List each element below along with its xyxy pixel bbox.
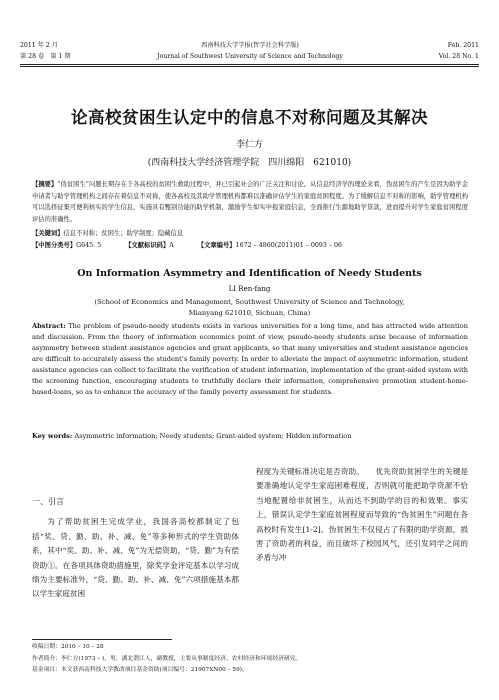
clc-label: 【中图分类号】: [32, 242, 77, 249]
abstract-cn-text: “伪贫困生”问题长期存在于各高校的贫困生救助过程中，并已引起社会的广泛关注和讨论。从信息经济学的理论来看，伪贫困生的产生是因为助学金申请者与助学管理机构之间存在着信息不对称，使各高校及其助学管理机构都难以准确评估学生的家庭贫困程度。为了缓解信息不对称的影响，助学管理机构可以选择征集可便利核实的学生信息，实施具有甄别功能的助学机制，激励学生如实申报家庭信息，全面推行生源地助学贷款，进而提升对学生家庭贫困程度评估的准确性。: [32, 181, 469, 223]
english-affiliation-line-2: Mianyang 621010, Sichuan, China): [188, 309, 311, 317]
footnote-funding: 基金项目：本文获西南科技大学教改项目基金资助(项目编号：21907XN00 – 59)。: [32, 667, 248, 673]
english-keywords-text: Asymmetric information; Needy students; Grant-aided system; Hidden information: [72, 432, 352, 440]
footnote-received-date: 收稿日期：2010 – 10 – 28: [32, 644, 104, 650]
english-abstract: [32, 321, 468, 398]
english-author: LI Ren-fang: [228, 285, 271, 293]
article-author: 李仁方: [235, 140, 263, 150]
running-header: [0, 0, 499, 70]
doc-code-label: 【文献标识码】: [125, 242, 170, 249]
header-center: [150, 40, 350, 62]
issue-date-en: Feb. 2011: [447, 42, 479, 49]
doc-code-value: A: [169, 242, 174, 249]
english-affiliation: [0, 297, 499, 319]
english-abstract-text: The problem of pseudo-needy students exists in various universities for a long time, and has attracted wide attention and discussion. From the theory of information economics point of view, pseudo-needy students arise because of information asymmetry between student assistance agencies and grant applicants, so that many universities and student assistance agencies are difficult to accurately assess the student’s family poverty. In order to alleviate the impact of asymmetric information, student assistance agencies can collect to facilitate the verification of student information, implementation of the grant-aided system with the screening function, encouraging students to truthfully declare their information, comprehensive promotion student-home-based-loans, so as to enhance the accuracy of the family poverty assessment for students.: [32, 322, 468, 396]
clc-value: G645. 5: [76, 242, 102, 249]
header-rule: [20, 64, 479, 65]
keywords-cn: [32, 228, 468, 237]
journal-name-en: Journal of Southwest University of Science and Technology: [157, 53, 343, 60]
keywords-cn-label: 【关键词】: [32, 230, 64, 237]
article-title: 论高校贫困生认定中的信息不对称问题及其解决: [71, 108, 428, 127]
body-paragraph-left: 为了帮助贫困生完成学业，我国各高校都制定了包括“奖、贷、勤、助、补、减、免”等多种形式的学生资助体系，其中“奖、助、补、减、免”为无偿资助，“贷、勤”为有偿资助①。在各项具体资助措施里，除奖学金评定基本以学习成绩为主要标准外，“贷、勤、助、补、减、免”六项措施基本都以学生家庭贫困: [32, 517, 239, 599]
classification-line: [32, 240, 468, 249]
footnote-author-bio: 作者简介：李仁方(1973 – )，男，湖北潜江人，副教授，主要从事制度经济、农村经济和环境经济研究。: [32, 655, 302, 662]
footnotes: [32, 642, 472, 677]
english-abstract-label: Abstract:: [32, 322, 66, 330]
article-id-value: 1672 – 4860(2011)01 – 0093 – 06: [235, 242, 343, 249]
body-paragraph-right: 程度为关键标准决定是否资助。 优先资助贫困学生的关键是要准确地认定学生家庭困难程度，否则就可能把助学资源不恰当地配置给非贫困生，从而达不到助学的目的和效果。事实上，错误认定学生家庭贫困程度而导致的“伪贫困生”问题在各高校时有发生[1-2]。伪贫困生不仅侵占了有限的助学资源，损害了资助者的利益，而且破坏了校园风气，还引发同学之间的矛盾与冲: [256, 467, 468, 563]
section-heading-intro: 一、引言: [32, 497, 64, 506]
english-keywords-label: Key words:: [32, 432, 73, 440]
keywords-cn-text: 信息不对称；贫困生；助学制度；隐藏信息: [63, 230, 184, 237]
volume-number: 第 28 卷 第 1 期: [20, 53, 71, 60]
volume-number-en: Vol. 28 No. 1: [438, 53, 479, 60]
abstract-cn-label: 【摘要】: [32, 181, 58, 188]
body-column-right: [256, 465, 468, 566]
footnote-rule: [32, 639, 172, 640]
header-rule-thin: [20, 66, 479, 67]
author-affiliation: (西南科技大学经济管理学院 四川绵阳 621010): [147, 158, 352, 168]
body-column-left: [32, 495, 239, 602]
english-keywords: [32, 431, 468, 442]
abstract-cn: [32, 179, 468, 225]
header-right: [439, 40, 479, 62]
english-affiliation-line-1: (School of Economics and Management, Southwest University of Science and Technology,: [94, 298, 405, 306]
issue-date: 2011 年 2 月: [20, 42, 58, 49]
journal-name-cn: 西南科技大学学报(哲学社会科学版): [201, 42, 299, 49]
english-title: On Information Asymmetry and Identification of Needy Students: [77, 268, 422, 279]
header-left: [20, 40, 71, 62]
article-id-label: 【文章编号】: [197, 242, 236, 249]
